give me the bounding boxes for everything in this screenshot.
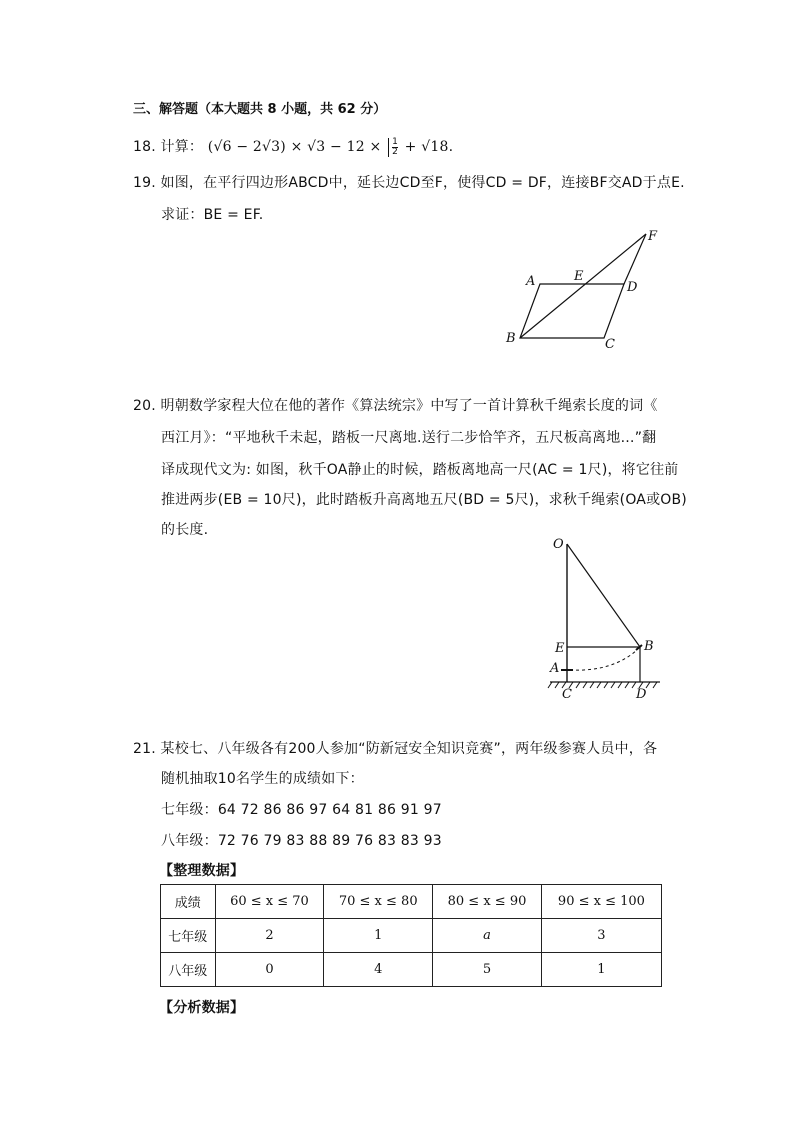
label-b: B [506, 331, 516, 346]
grade7-label: 七年级： [161, 802, 218, 818]
organize-data-title: 【整理数据】 [159, 863, 245, 879]
table-cell: 0 [215, 953, 324, 987]
math-expression-a: (√6 − 2√3) × √3 − 12 × [207, 139, 382, 155]
header-cell: 80 ≤ x ≤ 90 [433, 885, 542, 919]
question-20-line-2: 西江月》：“平地秋千未起，踏板一尺离地.送行二步恰竿齐，五尺板高离地…”翻 [161, 430, 657, 446]
period: . [448, 139, 454, 155]
math-expression-b: + √18 [404, 139, 449, 155]
table-header-row [161, 885, 662, 919]
sqrt-fraction [388, 138, 398, 157]
label-c: C [605, 337, 615, 352]
table-cell: 3 [541, 919, 661, 953]
score-table [160, 884, 662, 987]
question-text: 某校七、八年级各有200人参加“防新冠安全知识竞赛”，两年级参赛人员中，各 [160, 741, 658, 757]
grade8-label: 八年级： [161, 833, 218, 849]
question-text: 如图，在平行四边形ABCD中，延长边CD至F，使得CD = DF，连接BF交AD于点E. [160, 175, 685, 191]
question-20-line-1 [133, 395, 658, 415]
table-row [161, 919, 662, 953]
question-20-line-3: 译成现代文为: 如图，秋千OA静止的时候，踏板离地高一尺(AC = 1尺)，将它往前 [161, 462, 679, 478]
table-cell: 七年级 [161, 919, 216, 953]
grade8-values: 72 76 79 83 88 89 76 83 83 93 [217, 833, 442, 849]
question-text: 明朝数学家程大位在他的著作《算法统宗》中写了一首计算秋千绳索长度的词《 [160, 398, 658, 414]
fraction-denominator: 2 [392, 146, 398, 157]
question-20-line-5: 的长度. [161, 522, 209, 538]
question-number: 18. [133, 139, 156, 155]
label-f: F [648, 229, 658, 244]
parallelogram-abcd [520, 284, 624, 338]
grade8-scores [161, 830, 442, 850]
grade7-scores [161, 799, 442, 819]
label-b: B [644, 639, 654, 654]
question-number: 19. [133, 175, 156, 191]
label-e: E [574, 269, 584, 284]
table-cell: 八年级 [161, 953, 216, 987]
question-prefix: 计算： [160, 139, 204, 155]
table-cell: a [433, 919, 542, 953]
swing-arc [570, 650, 637, 670]
table-cell: 1 [541, 953, 661, 987]
section-header: 三、解答题（本大题共 8 小题，共 62 分） [133, 102, 387, 117]
table-cell: 2 [215, 919, 324, 953]
question-number: 20. [133, 398, 156, 414]
header-cell: 90 ≤ x ≤ 100 [541, 885, 661, 919]
question-20-line-4: 推进两步(EB = 10尺)，此时踏板升高离地五尺(BD = 5尺)，求秋千绳索(OA或OB) [161, 492, 687, 508]
fraction-numerator: 1 [392, 136, 398, 147]
parallelogram-figure [500, 226, 670, 352]
question-21-line-1 [133, 738, 657, 758]
label-o: O [553, 537, 564, 552]
question-19-line-1 [133, 172, 685, 192]
question-number: 21. [133, 741, 156, 757]
label-d: D [627, 280, 638, 295]
question-18 [133, 136, 453, 157]
question-19-line-2: 求证：BE = EF. [161, 207, 264, 223]
label-a: A [550, 661, 560, 676]
label-d: D [636, 687, 647, 702]
table-cell: 5 [433, 953, 542, 987]
table-cell: 4 [324, 953, 433, 987]
header-cell: 60 ≤ x ≤ 70 [215, 885, 324, 919]
analyze-data-title: 【分析数据】 [159, 1000, 245, 1016]
table-row [161, 953, 662, 987]
label-e: E [555, 641, 565, 656]
label-c: C [562, 687, 572, 702]
table-cell: 1 [324, 919, 433, 953]
swing-figure [540, 532, 665, 704]
header-cell: 成绩 [161, 885, 216, 919]
question-21-line-2: 随机抽取10名学生的成绩如下： [161, 771, 364, 787]
grade7-values: 64 72 86 86 97 64 81 86 91 97 [217, 802, 442, 818]
rope-ob [567, 544, 640, 647]
segment-df [624, 234, 646, 284]
label-a: A [526, 274, 536, 289]
header-cell: 70 ≤ x ≤ 80 [324, 885, 433, 919]
